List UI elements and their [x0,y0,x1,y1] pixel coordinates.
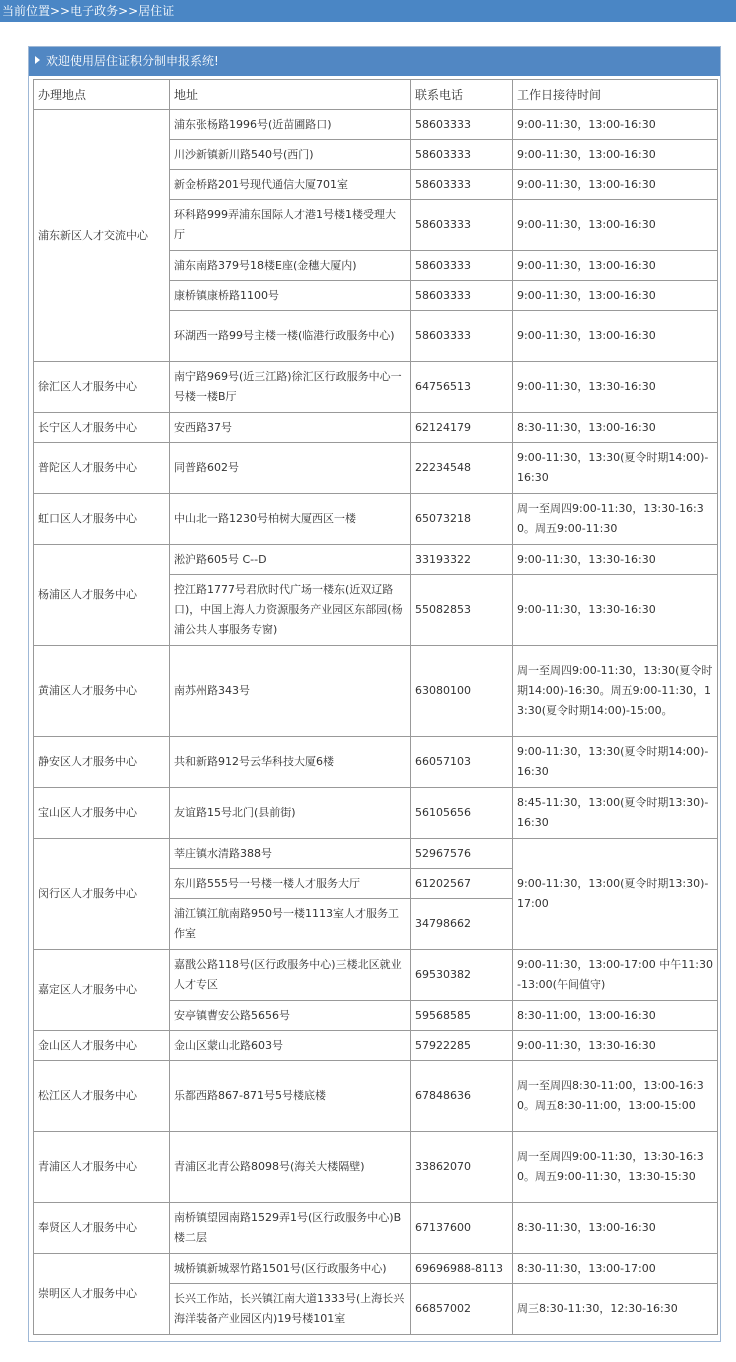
table-header-row [34,80,718,110]
phone-cell: 58603333 [411,170,513,200]
phone-cell: 58603333 [411,110,513,140]
table-row [34,110,718,140]
district-cell: 宝山区人才服务中心 [34,788,170,839]
table-row [34,362,718,413]
phone-cell: 61202567 [411,869,513,899]
address-cell: 金山区蒙山北路603号 [170,1031,411,1061]
district-cell: 长宁区人才服务中心 [34,413,170,443]
district-cell: 崇明区人才服务中心 [34,1254,170,1335]
district-cell: 闵行区人才服务中心 [34,839,170,950]
address-cell: 中山北一路1230号柏树大厦西区一楼 [170,494,411,545]
hours-cell: 8:30-11:30，13:00-17:00 [513,1254,718,1284]
header-hours: 工作日接待时间 [513,80,718,110]
table-row [34,413,718,443]
info-panel [28,46,721,1342]
address-cell: 长兴工作站，长兴镇江南大道1333号(上海长兴海洋装备产业园区内)19号楼101室 [170,1284,411,1335]
address-cell: 环科路999弄浦东国际人才港1号楼1楼受理大厅 [170,200,411,251]
hours-cell: 9:00-11:30，13:00-16:30 [513,110,718,140]
address-cell: 环湖西一路99号主楼一楼(临港行政服务中心) [170,311,411,362]
table-row [34,788,718,839]
address-cell: 川沙新镇新川路540号(西门) [170,140,411,170]
district-cell: 虹口区人才服务中心 [34,494,170,545]
phone-cell: 66057103 [411,737,513,788]
phone-cell: 64756513 [411,362,513,413]
phone-cell: 22234548 [411,443,513,494]
phone-cell: 55082853 [411,575,513,646]
address-cell: 控江路1777号君欣时代广场一楼东(近双辽路口)，中国上海人力资源服务产业园区东部园(杨浦公共人事服务专窗) [170,575,411,646]
district-cell: 金山区人才服务中心 [34,1031,170,1061]
address-cell: 乐都西路867-871号5号楼底楼 [170,1061,411,1132]
table-row [34,1031,718,1061]
district-cell: 静安区人才服务中心 [34,737,170,788]
phone-cell: 67137600 [411,1203,513,1254]
phone-cell: 65073218 [411,494,513,545]
address-cell: 淞沪路605号 C--D [170,545,411,575]
address-cell: 南桥镇望园南路1529弄1号(区行政服务中心)B楼二层 [170,1203,411,1254]
hours-cell: 周一至周四9:00-11:30，13:30-16:30。周五9:00-11:30 [513,494,718,545]
address-cell: 新金桥路201号现代通信大厦701室 [170,170,411,200]
table-row [34,1132,718,1203]
hours-cell: 9:00-11:30，13:30-16:30 [513,545,718,575]
hours-cell: 8:30-11:30，13:00-16:30 [513,413,718,443]
table-row [34,1254,718,1284]
table-row [34,545,718,575]
phone-cell: 59568585 [411,1001,513,1031]
hours-cell: 8:45-11:30，13:00(夏令时期13:30)-16:30 [513,788,718,839]
hours-cell: 9:00-11:30，13:00-16:30 [513,140,718,170]
header-phone: 联系电话 [411,80,513,110]
address-cell: 嘉戬公路118号(区行政服务中心)三楼北区就业人才专区 [170,950,411,1001]
hours-cell: 9:00-11:30，13:30-16:30 [513,1031,718,1061]
table-row [34,950,718,1001]
service-center-table [33,79,718,1335]
hours-cell: 8:30-11:30，13:00-16:30 [513,1203,718,1254]
triangle-right-icon [35,56,40,64]
district-cell: 松江区人才服务中心 [34,1061,170,1132]
header-address: 地址 [170,80,411,110]
hours-cell: 9:00-11:30，13:00-17:00 中午11:30-13:00(午间值守) [513,950,718,1001]
address-cell: 莘庄镇水清路388号 [170,839,411,869]
phone-cell: 33862070 [411,1132,513,1203]
phone-cell: 58603333 [411,140,513,170]
phone-cell: 33193322 [411,545,513,575]
table-row [34,1203,718,1254]
hours-cell: 9:00-11:30，13:30(夏令时期14:00)-16:30 [513,737,718,788]
table-row [34,443,718,494]
district-cell: 浦东新区人才交流中心 [34,110,170,362]
table-row [34,737,718,788]
district-cell: 杨浦区人才服务中心 [34,545,170,646]
phone-cell: 58603333 [411,311,513,362]
phone-cell: 63080100 [411,646,513,737]
hours-cell: 9:00-11:30，13:00-16:30 [513,200,718,251]
address-cell: 安亭镇曹安公路5656号 [170,1001,411,1031]
table-row [34,494,718,545]
hours-cell: 9:00-11:30，13:30-16:30 [513,362,718,413]
hours-cell: 周一至周四9:00-11:30，13:30(夏令时期14:00)-16:30。周五9:00-11:30，13:30(夏令时期14:00)-15:00。 [513,646,718,737]
table-row [34,1061,718,1132]
hours-cell: 9:00-11:30，13:00-16:30 [513,170,718,200]
phone-cell: 52967576 [411,839,513,869]
phone-cell: 62124179 [411,413,513,443]
district-cell: 普陀区人才服务中心 [34,443,170,494]
phone-cell: 67848636 [411,1061,513,1132]
address-cell: 浦江镇江航南路950号一楼1113室人才服务工作室 [170,899,411,950]
hours-cell: 周三8:30-11:30，12:30-16:30 [513,1284,718,1335]
district-cell: 嘉定区人才服务中心 [34,950,170,1031]
address-cell: 安西路37号 [170,413,411,443]
district-cell: 徐汇区人才服务中心 [34,362,170,413]
district-cell: 奉贤区人才服务中心 [34,1203,170,1254]
panel-title: 欢迎使用居住证积分制申报系统! [46,54,219,68]
district-cell: 青浦区人才服务中心 [34,1132,170,1203]
address-cell: 南苏州路343号 [170,646,411,737]
address-cell: 友谊路15号北门(县前街) [170,788,411,839]
panel-header [29,47,720,76]
header-location: 办理地点 [34,80,170,110]
hours-cell: 9:00-11:30，13:30-16:30 [513,575,718,646]
address-cell: 东川路555号一号楼一楼人才服务大厅 [170,869,411,899]
hours-cell: 9:00-11:30，13:00-16:30 [513,281,718,311]
phone-cell: 69530382 [411,950,513,1001]
hours-cell: 8:30-11:00，13:00-16:30 [513,1001,718,1031]
hours-cell: 9:00-11:30，13:00-16:30 [513,311,718,362]
phone-cell: 66857002 [411,1284,513,1335]
table-row [34,839,718,869]
hours-cell: 9:00-11:30，13:30(夏令时期14:00)-16:30 [513,443,718,494]
address-cell: 康桥镇康桥路1100号 [170,281,411,311]
address-cell: 浦东张杨路1996号(近苗圃路口) [170,110,411,140]
hours-cell: 周一至周四9:00-11:30，13:30-16:30。周五9:00-11:30，13:30-15:30 [513,1132,718,1203]
address-cell: 共和新路912号云华科技大厦6楼 [170,737,411,788]
hours-cell: 9:00-11:30，13:00-16:30 [513,251,718,281]
phone-cell: 58603333 [411,200,513,251]
phone-cell: 58603333 [411,251,513,281]
address-cell: 南宁路969号(近三江路)徐汇区行政服务中心一号楼一楼B厅 [170,362,411,413]
address-cell: 青浦区北青公路8098号(海关大楼隔壁) [170,1132,411,1203]
hours-cell: 9:00-11:30，13:00(夏令时期13:30)-17:00 [513,839,718,950]
phone-cell: 69696988-8113 [411,1254,513,1284]
phone-cell: 57922285 [411,1031,513,1061]
phone-cell: 58603333 [411,281,513,311]
table-row [34,646,718,737]
hours-cell: 周一至周四8:30-11:00，13:00-16:30。周五8:30-11:00，13:00-15:00 [513,1061,718,1132]
phone-cell: 56105656 [411,788,513,839]
address-cell: 浦东南路379号18楼E座(金穗大厦内) [170,251,411,281]
breadcrumb: 当前位置>>电子政务>>居住证 [0,0,736,22]
address-cell: 同普路602号 [170,443,411,494]
address-cell: 城桥镇新城翠竹路1501号(区行政服务中心) [170,1254,411,1284]
phone-cell: 34798662 [411,899,513,950]
district-cell: 黄浦区人才服务中心 [34,646,170,737]
